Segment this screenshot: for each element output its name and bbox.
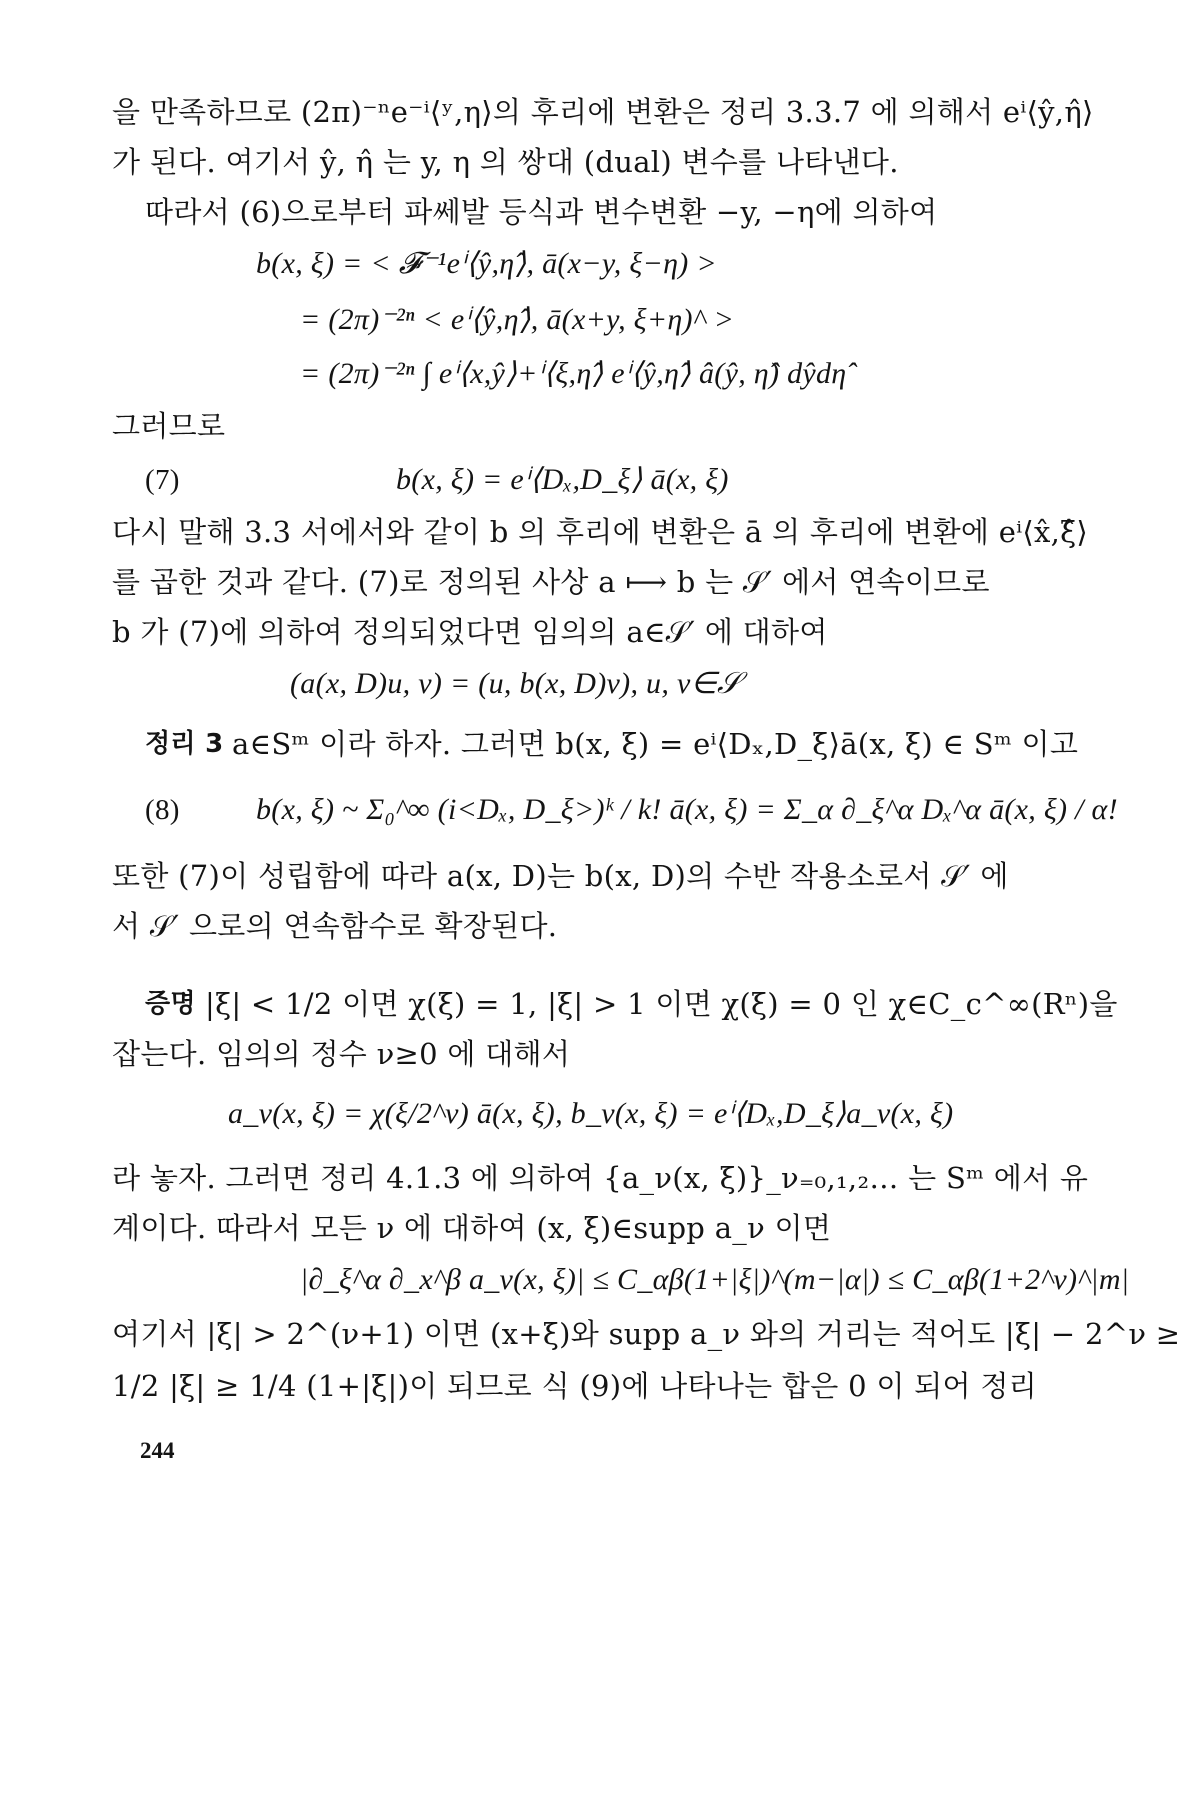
text-line-2: 가 된다. 여기서 ŷ, η̂ 는 y, η 의 쌍대 (dual) 변수를 나타낸다. <box>112 145 899 179</box>
equation-adjoint: (a(x, D)u, v) = (u, b(x, D)v), u, v∈𝒮 <box>290 667 741 700</box>
text-line-15: 또한 (7)이 성립함에 따라 a(x, D)는 b(x, D)의 수반 작용소로서 𝒮′ 에 <box>112 859 1009 893</box>
proof-line-5: 여기서 |ξ| > 2^(ν+1) 이면 (x+ξ)와 supp a_ν 와의 거리는 적어도 |ξ| − 2^ν ≥ <box>112 1317 1181 1351</box>
equation-b-2: = (2π)⁻²ⁿ < eⁱ⟨ŷ,η̂⟩, ā(x+y, ξ+η)^ > <box>300 303 735 336</box>
equation-b-1: b(x, ξ) = < 𝓕⁻¹eⁱ⟨ŷ,η̂⟩, ā(x−y, ξ−η) > <box>256 247 717 280</box>
text-line-1: 을 만족하므로 (2π)⁻ⁿe⁻ⁱ⟨ʸ,η⟩의 후리에 변환은 정리 3.3.7 에 의해서 eⁱ⟨ŷ,η̂⟩ <box>112 95 1094 129</box>
text-line-9: 다시 말해 3.3 서에서와 같이 b 의 후리에 변환은 ā 의 후리에 변환에 eⁱ⟨x̂,ξ̂⟩ <box>112 515 1089 549</box>
proof-line-4: 계이다. 따라서 모든 ν 에 대하여 (x, ξ)∈supp a_ν 이면 <box>112 1211 832 1245</box>
text-line-16: 서 𝒮′ 으로의 연속함수로 확장된다. <box>112 909 558 943</box>
theorem-statement: a∈Sᵐ 이라 하자. 그러면 b(x, ξ) = eⁱ⟨Dₓ,D_ξ⟩ā(x, ξ) ∈ Sᵐ 이고 <box>232 727 1079 761</box>
equation-estimate: |∂_ξ^α ∂_x^β a_ν(x, ξ)| ≤ C_αβ(1+|ξ|)^(m−|α|) ≤ C_αβ(1+2^ν)^|m| <box>300 1263 1130 1296</box>
proof-line-3: 라 놓자. 그러면 정리 4.1.3 에 의하여 {a_ν(x, ξ)}_ν₌₀,₁,₂… 는 Sᵐ 에서 유 <box>112 1161 1089 1195</box>
page-number: 244 <box>140 1438 175 1463</box>
equation-7: b(x, ξ) = eⁱ⟨Dₓ,D_ξ⟩ ā(x, ξ) <box>396 463 729 496</box>
proof-label: 증명 <box>145 989 196 1019</box>
text-line-11: b 가 (7)에 의하여 정의되었다면 임의의 a∈𝒮′ 에 대하여 <box>112 615 828 649</box>
text-therefore: 그러므로 <box>112 409 226 443</box>
equation-number-7: (7) <box>145 464 180 496</box>
proof-line-2: 잡는다. 임의의 정수 ν≥0 에 대해서 <box>112 1037 571 1071</box>
theorem-label: 정리 3 <box>145 729 224 759</box>
equation-8: b(x, ξ) ~ Σ₀^∞ (i<Dₓ, D_ξ>)ᵏ / k! ā(x, ξ) = Σ_α ∂_ξ^α Dₓ^α ā(x, ξ) / α! <box>256 793 1118 826</box>
equation-number-8: (8) <box>145 794 180 826</box>
proof-line-1: |ξ| < 1/2 이면 χ(ξ) = 1, |ξ| > 1 이면 χ(ξ) = 0 인 χ∈C_c^∞(Rⁿ)을 <box>205 987 1118 1021</box>
proof-line-6: 1/2 |ξ| ≥ 1/4 (1+|ξ|)이 되므로 식 (9)에 나타나는 합은 0 이 되어 정리 <box>112 1369 1037 1403</box>
text-line-3: 따라서 (6)으로부터 파쎄발 등식과 변수변환 −y, −η에 의하여 <box>145 195 938 229</box>
equation-b-3: = (2π)⁻²ⁿ ∫ eⁱ⟨x,ŷ⟩+ⁱ⟨ξ,η̂⟩ eⁱ⟨ŷ,η̂⟩ â(ŷ, η̂) dŷdη̂ <box>300 357 847 390</box>
equation-a-nu: a_ν(x, ξ) = χ(ξ/2^ν) ā(x, ξ), b_ν(x, ξ) = eⁱ⟨Dₓ,D_ξ⟩a_ν(x, ξ) <box>228 1097 954 1130</box>
text-line-10: 를 곱한 것과 같다. (7)로 정의된 사상 a ⟼ b 는 𝒮′ 에서 연속이므로 <box>112 565 990 599</box>
